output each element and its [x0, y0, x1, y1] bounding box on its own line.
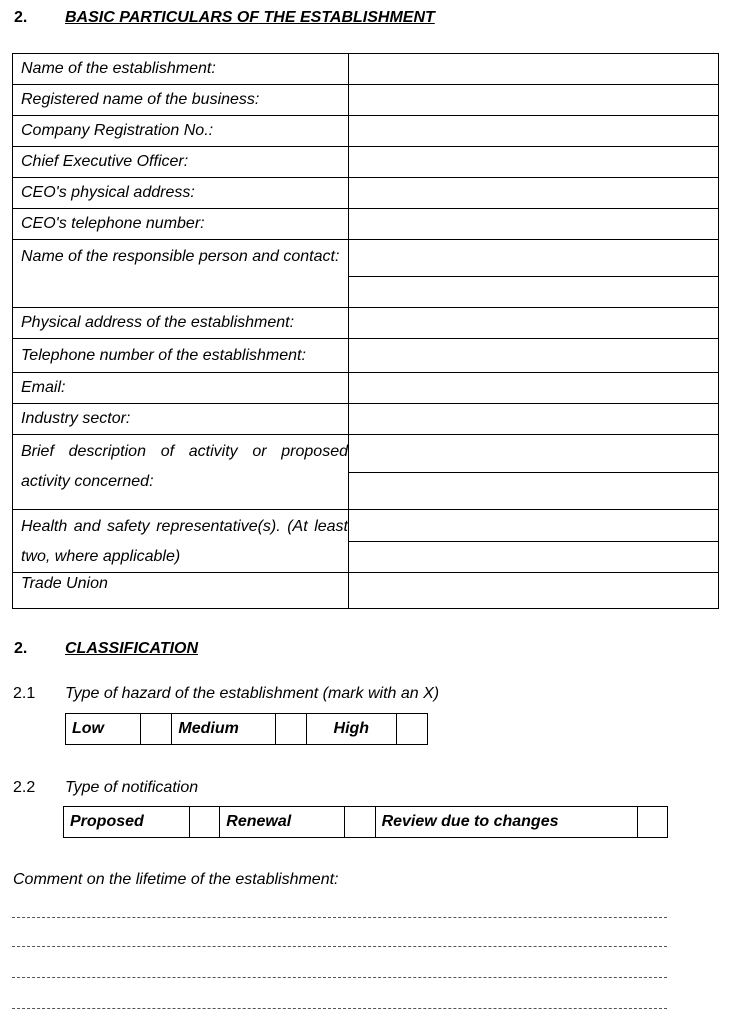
row-value-field[interactable]	[349, 178, 719, 209]
option-low-checkbox[interactable]	[141, 714, 172, 745]
section-title: CLASSIFICATION	[65, 640, 199, 657]
option-medium-checkbox[interactable]	[275, 714, 306, 745]
row-value-field[interactable]	[349, 209, 719, 240]
row-value-field[interactable]	[349, 573, 719, 609]
option-low-label: Low	[66, 714, 141, 745]
row-label: Brief description of activity or proposed activity concerned:	[13, 435, 349, 510]
notification-type-options	[63, 806, 668, 838]
option-high-label: High	[306, 714, 396, 745]
row-value-field[interactable]	[349, 510, 719, 542]
row-label: CEO's telephone number:	[13, 209, 349, 240]
row-value-field[interactable]	[349, 116, 719, 147]
row-value-field[interactable]	[349, 85, 719, 116]
row-label: Company Registration No.:	[13, 116, 349, 147]
table-row	[13, 178, 719, 209]
option-renewal-checkbox[interactable]	[345, 807, 375, 838]
row-value-field[interactable]	[349, 339, 719, 373]
option-medium-label: Medium	[172, 714, 275, 745]
row-value-field[interactable]	[349, 308, 719, 339]
row-label: CEO's physical address:	[13, 178, 349, 209]
question-label: Type of hazard of the establishment (mark with an X)	[65, 685, 440, 702]
hazard-type-options	[65, 713, 428, 745]
comment-label: Comment on the lifetime of the establishment:	[13, 871, 339, 888]
particulars-table	[12, 53, 719, 609]
table-row	[13, 209, 719, 240]
comment-line[interactable]	[12, 977, 667, 978]
row-label: Industry sector:	[13, 404, 349, 435]
option-review-label: Review due to changes	[375, 807, 637, 838]
option-proposed-checkbox[interactable]	[190, 807, 220, 838]
option-proposed-label: Proposed	[64, 807, 190, 838]
row-value-field[interactable]	[349, 54, 719, 85]
option-high-checkbox[interactable]	[396, 714, 427, 745]
row-label: Name of the responsible person and contact:	[13, 240, 349, 308]
row-label: Registered name of the business:	[13, 85, 349, 116]
row-label: Email:	[13, 373, 349, 404]
row-value-field[interactable]	[349, 473, 719, 510]
section-number: 2.	[14, 640, 28, 657]
row-label: Trade Union	[13, 573, 349, 609]
row-value-field[interactable]	[349, 373, 719, 404]
option-renewal-label: Renewal	[220, 807, 345, 838]
table-row	[13, 573, 719, 609]
section-number: 2.	[14, 9, 28, 26]
table-row	[13, 435, 719, 473]
comment-line[interactable]	[12, 1008, 667, 1009]
table-row	[13, 510, 719, 542]
row-label: Physical address of the establishment:	[13, 308, 349, 339]
row-value-field[interactable]	[349, 542, 719, 573]
row-label: Chief Executive Officer:	[13, 147, 349, 178]
table-row	[13, 308, 719, 339]
comment-line[interactable]	[12, 917, 667, 918]
row-value-field[interactable]	[349, 240, 719, 277]
table-row	[13, 404, 719, 435]
question-number: 2.2	[13, 779, 36, 796]
row-label: Health and safety representative(s). (At least two, where applicable)	[13, 510, 349, 573]
row-value-field[interactable]	[349, 277, 719, 308]
section-title: BASIC PARTICULARS OF THE ESTABLISHMENT	[65, 9, 435, 26]
table-row	[13, 147, 719, 178]
question-number: 2.1	[13, 685, 36, 702]
table-row	[13, 373, 719, 404]
table-row	[13, 116, 719, 147]
row-value-field[interactable]	[349, 435, 719, 473]
table-row	[13, 240, 719, 277]
option-review-checkbox[interactable]	[637, 807, 667, 838]
row-value-field[interactable]	[349, 147, 719, 178]
comment-line[interactable]	[12, 946, 667, 947]
table-row	[13, 85, 719, 116]
row-value-field[interactable]	[349, 404, 719, 435]
table-row	[13, 54, 719, 85]
row-label: Telephone number of the establishment:	[13, 339, 349, 373]
row-label: Name of the establishment:	[13, 54, 349, 85]
table-row	[13, 339, 719, 373]
question-label: Type of notification	[65, 779, 199, 796]
